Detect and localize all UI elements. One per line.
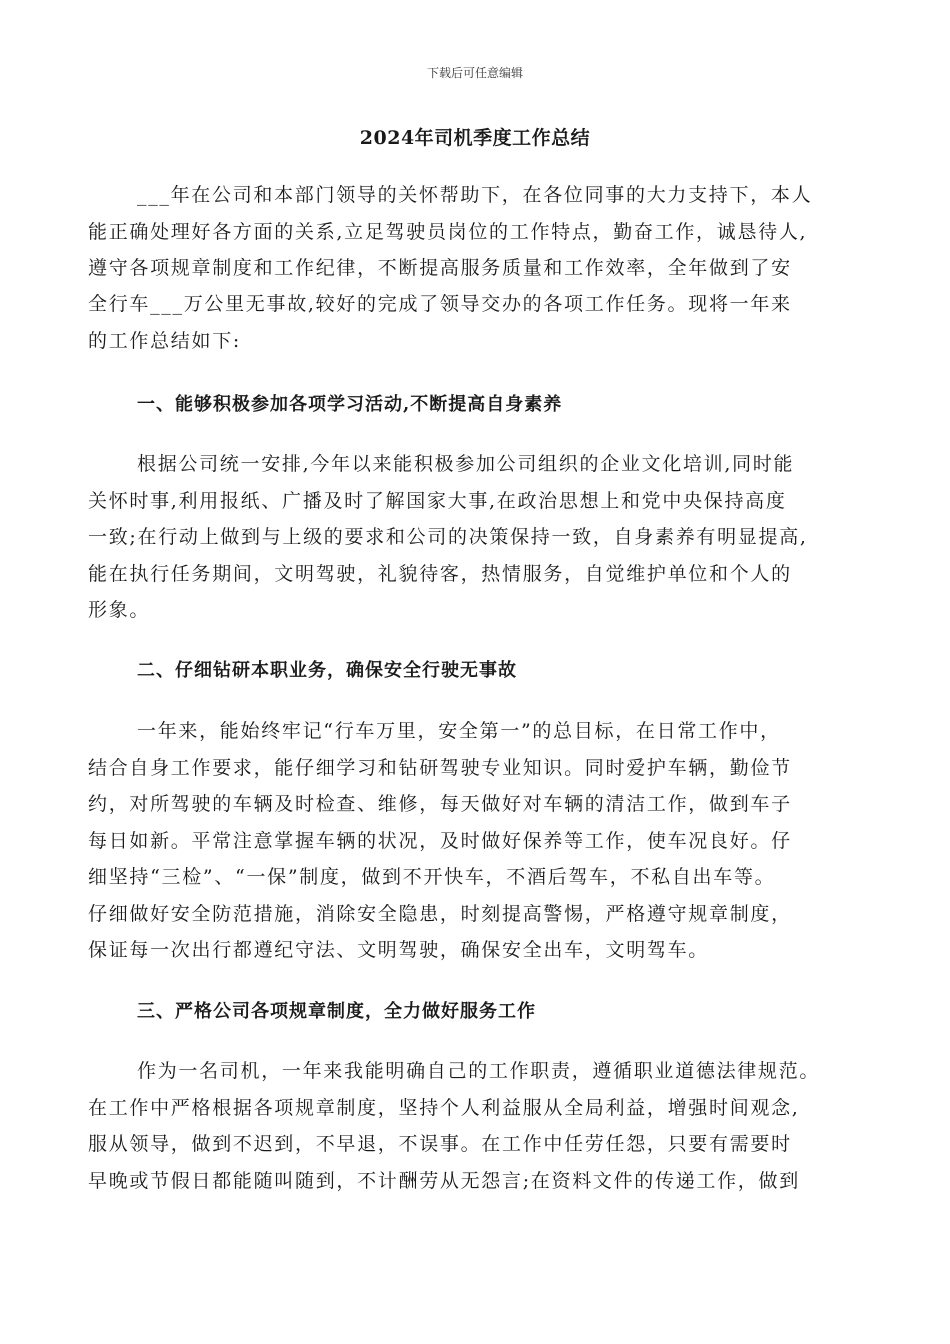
section-line: 形象。 <box>88 599 151 621</box>
section-line: 约，对所驾驶的车辆及时检查、维修，每天做好对车辆的清洁工作，做到车子 <box>88 793 792 815</box>
section-line: 细坚持“三检”、“一保”制度，做到不开快车，不酒后驾车，不私自出车等。 <box>88 866 776 888</box>
section-line: 早晚或节假日都能随叫随到，不计酬劳从无怨言;在资料文件的传递工作，做到 <box>88 1170 800 1192</box>
section-line: 关怀时事,利用报纸、广播及时了解国家大事,在政治思想上和党中央保持高度 <box>88 490 787 512</box>
section-heading: 一、能够积极参加各项学习活动,不断提高自身素养 <box>137 394 563 415</box>
section-line: 结合自身工作要求，能仔细学习和钻研驾驶专业知识。同时爱护车辆，勤俭节 <box>88 757 792 779</box>
intro-line: ___年在公司和本部门领导的关怀帮助下，在各位同事的大力支持下，本人 <box>137 184 813 206</box>
section-line: 一年来，能始终牢记“行车万里，安全第一”的总目标，在日常工作中， <box>137 720 781 742</box>
section-line: 能在执行任务期间，文明驾驶，礼貌待客，热情服务，自觉维护单位和个人的 <box>88 563 792 585</box>
section-line: 服从领导，做到不迟到，不早退，不误事。在工作中任劳任怨，只要有需要时 <box>88 1133 792 1155</box>
document-title: 2024年司机季度工作总结 <box>359 127 591 149</box>
section-line: 在工作中严格根据各项规章制度，坚持个人利益服从全局利益，增强时间观念, <box>88 1097 800 1119</box>
section-line: 仔细做好安全防范措施，消除安全隐患，时刻提高警惕，严格遵守规章制度， <box>88 903 792 925</box>
header-note: 下载后可任意编辑 <box>426 66 523 80</box>
section-line: 保证每一次出行都遵纪守法、文明驾驶，确保安全出车，文明驾车。 <box>88 939 710 961</box>
section-heading: 三、严格公司各项规章制度，全力做好服务工作 <box>137 1001 536 1022</box>
section-line: 每日如新。平常注意掌握车辆的状况，及时做好保养等工作，使车况良好。仔 <box>88 830 792 852</box>
intro-line: 的工作总结如下: <box>88 330 242 352</box>
intro-line: 遵守各项规章制度和工作纪律，不断提高服务质量和工作效率，全年做到了安 <box>88 257 792 279</box>
section-heading: 二、仔细钻研本职业务，确保安全行驶无事故 <box>137 660 517 681</box>
section-line: 一致;在行动上做到与上级的要求和公司的决策保持一致，自身素养有明显提高, <box>88 526 808 548</box>
intro-line: 能正确处理好各方面的关系,立足驾驶员岗位的工作特点，勤奋工作，诚恳待人, <box>88 221 808 243</box>
section-line: 作为一名司机，一年来我能明确自己的工作职责，遵循职业道德法律规范。 <box>137 1060 821 1082</box>
section-line: 根据公司统一安排,今年以来能积极参加公司组织的企业文化培训,同时能 <box>137 453 795 475</box>
intro-line: 全行车___万公里无事故,较好的完成了领导交办的各项工作任务。现将一年来 <box>88 293 792 315</box>
